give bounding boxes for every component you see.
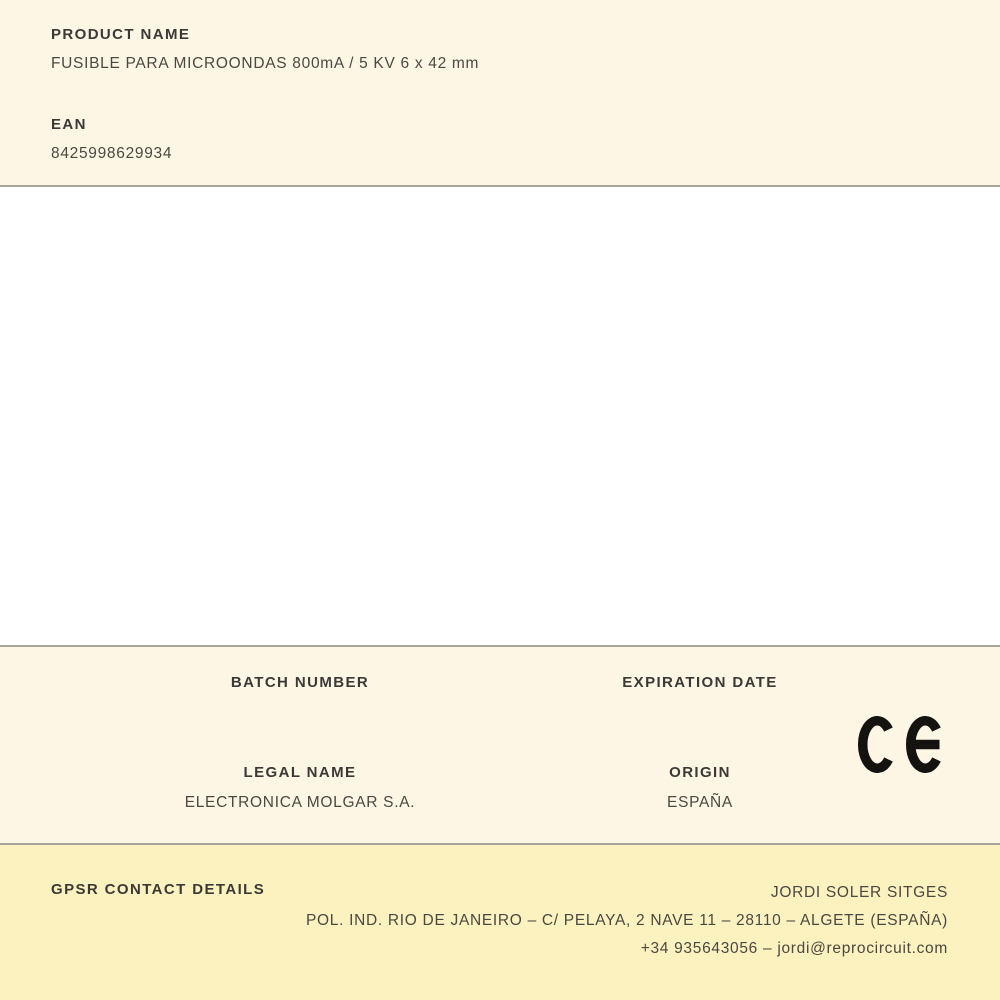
ce-mark-icon: [858, 716, 941, 774]
expiration-date-label: EXPIRATION DATE: [622, 674, 778, 691]
ean-value: 8425998629934: [51, 145, 173, 162]
batch-expiration-row: [0, 672, 1000, 694]
product-name-value: FUSIBLE PARA MICROONDAS 800mA / 5 KV 6 x 42 mm: [51, 55, 480, 72]
gpsr-contact-name: JORDI SOLER SITGES: [770, 884, 948, 901]
gpsr-address: POL. IND. RIO DE JANEIRO – C/ PELAYA, 2 NAVE 11 – 28110 – ALGETE (ESPAÑA): [305, 912, 948, 929]
product-name-label: PRODUCT NAME: [51, 26, 191, 43]
legal-name-field: [100, 762, 500, 814]
origin-label: ORIGIN: [669, 764, 731, 781]
batch-number-label: BATCH NUMBER: [230, 674, 370, 691]
details-section: [0, 645, 1000, 843]
legal-name-label: LEGAL NAME: [243, 764, 357, 781]
legal-origin-row: [0, 762, 1000, 814]
origin-field: [500, 762, 900, 814]
legal-name-value: ELECTRONICA MOLGAR S.A.: [184, 794, 416, 811]
ean-label: EAN: [51, 116, 87, 133]
product-header-section: [0, 0, 1000, 187]
gpsr-phone-email: +34 935643056 – jordi@reprocircuit.com: [640, 940, 948, 957]
gpsr-section: [0, 843, 1000, 1000]
product-name-field: [51, 24, 949, 75]
origin-value: ESPAÑA: [667, 794, 733, 811]
gpsr-contact-details-label: GPSR CONTACT DETAILS: [51, 881, 266, 898]
product-image-area: [0, 187, 1000, 645]
ean-field: [51, 114, 949, 165]
